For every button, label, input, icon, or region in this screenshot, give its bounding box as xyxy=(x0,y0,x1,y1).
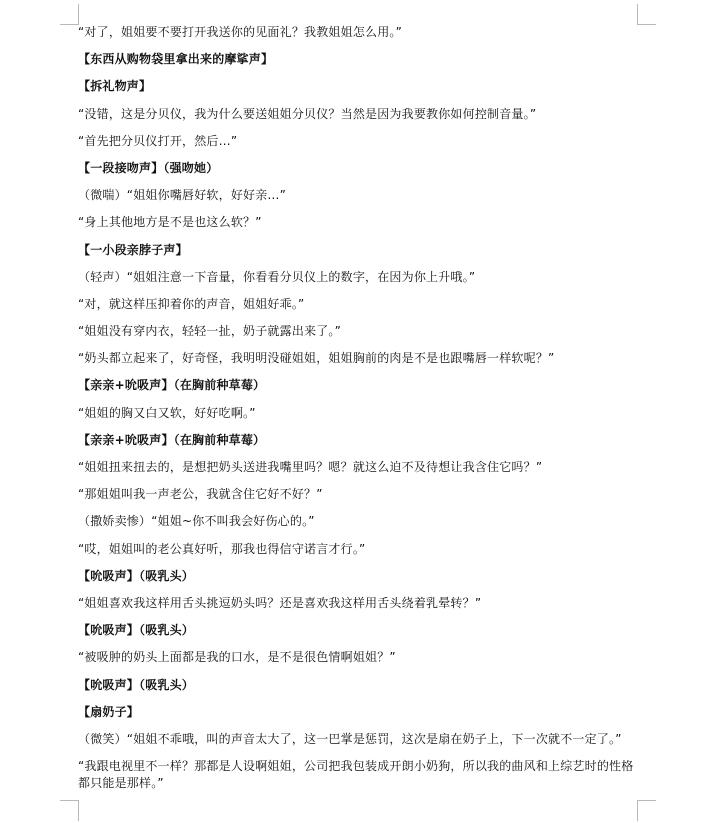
paragraph: “那姐姐叫我一声老公，我就含住它好不好？” xyxy=(78,487,323,502)
crop-mark-top-right xyxy=(637,4,656,25)
paragraph: “哎，姐姐叫的老公真好听，那我也得信守诺言才行。” xyxy=(78,541,366,556)
paragraph: （微笑）“姐姐不乖哦，叫的声音太大了，这一巴掌是惩罚，这次是扇在奶子上，下一次就不一定了。” xyxy=(78,731,622,746)
paragraph: “奶头都立起来了，好奇怪，我明明没碰姐姐，姐姐胸前的肉是不是也跟嘴唇一样软呢？” xyxy=(78,351,555,366)
sound-cue: 【一小段亲脖子声】 xyxy=(78,242,188,257)
crop-mark-top-left xyxy=(60,4,79,25)
paragraph: “姐姐的胸又白又软，好好吃啊。” xyxy=(78,405,256,420)
sound-cue: 【吮吸声】（吸乳头） xyxy=(78,623,195,638)
paragraph: “对了，姐姐要不要打开我送你的见面礼？我教姐姐怎么用。” xyxy=(78,25,403,39)
sound-cue: 【扇奶子】 xyxy=(78,704,140,719)
sound-cue: 【拆礼物声】 xyxy=(78,79,152,94)
paragraph: “没错，这是分贝仪，我为什么要送姐姐分贝仪？当然是因为我要教你如何控制音量。” xyxy=(78,106,537,121)
paragraph: （轻声）“姐姐注意一下音量，你看看分贝仪上的数字，在因为你上升哦。” xyxy=(78,269,476,284)
paragraph: “姐姐没有穿内衣，轻轻一扯，奶子就露出来了。” xyxy=(78,324,342,339)
sound-cue: 【亲亲+吮吸声】（在胸前种草莓） xyxy=(78,378,266,393)
crop-mark-bottom-right xyxy=(637,800,656,821)
paragraph: “姐姐扭来扭去的，是想把奶头送进我嘴里吗？嗯？就这么迫不及待想让我含住它吗？” xyxy=(78,460,543,474)
crop-mark-bottom-left xyxy=(60,800,79,821)
document-body[interactable] xyxy=(78,24,638,792)
paragraph: “姐姐喜欢我这样用舌头挑逗奶头吗？还是喜欢我这样用舌头绕着乳晕转？” xyxy=(78,595,482,610)
sound-cue: 【东西从购物袋里拿出来的摩挲声】 xyxy=(78,52,274,67)
paragraph: （撒娇卖惨）“姐姐~你不叫我会好伤心的。” xyxy=(78,514,315,529)
paragraph: “首先把分贝仪打开，然后…” xyxy=(78,133,238,148)
paragraph: “我跟电视里不一样？那都是人设啊姐姐，公司把我包装成开朗小奶狗，所以我的曲风和上综艺时的性格都只能是那样。” xyxy=(78,759,634,791)
sound-cue: 【吮吸声】（吸乳头） xyxy=(78,677,195,692)
paragraph: “身上其他地方是不是也这么软？” xyxy=(78,215,262,230)
paragraph: （微喘）“姐姐你嘴唇好软，好好亲…” xyxy=(78,188,287,203)
paragraph: “对，就这样压抑着你的声音，姐姐好乖。” xyxy=(78,296,305,311)
paragraph: “被吸肿的奶头上面都是我的口水，是不是很色情啊姐姐？” xyxy=(78,650,396,665)
sound-cue: 【一段接吻声】（强吻她） xyxy=(78,160,219,175)
sound-cue: 【亲亲+吮吸声】（在胸前种草莓） xyxy=(78,432,266,447)
sound-cue: 【吮吸声】（吸乳头） xyxy=(78,568,195,583)
